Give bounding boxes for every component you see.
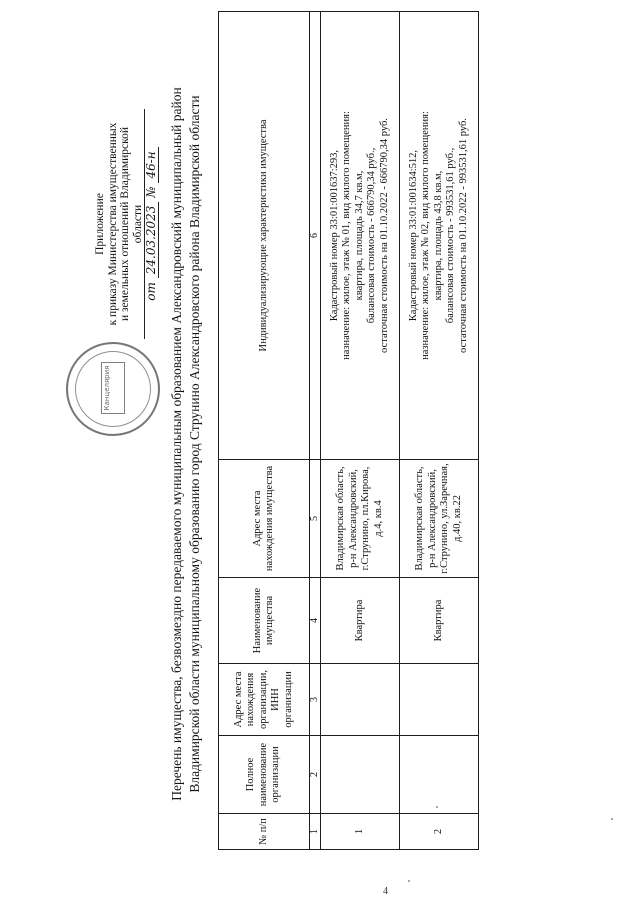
row-address: Владимирская область, р-н Александровский, г.Струнино, ул.Заречная, д.40, кв.22 bbox=[400, 460, 479, 578]
row-num: 1 bbox=[321, 814, 400, 850]
column-number: 5 bbox=[310, 460, 321, 578]
property-table bbox=[218, 11, 479, 850]
approval-date-number bbox=[145, 109, 159, 339]
document-title bbox=[168, 14, 204, 874]
page-number: 4 bbox=[383, 886, 388, 897]
approval-line1: Приложение bbox=[94, 193, 106, 255]
header-cell-org-address: Адрес места нахождения организации, ИНН организации bbox=[219, 664, 310, 736]
row-org-address bbox=[400, 664, 479, 736]
row-num: 2 bbox=[400, 814, 479, 850]
approval-line3: и земельных отношений Владимирской области bbox=[119, 109, 145, 339]
approval-line2: к приказу Министерства имущественных bbox=[106, 122, 119, 326]
approval-date: 24.03.2023 bbox=[145, 202, 159, 279]
title-line1: Перечень имущества, безвозмездно передаваемого муниципальным образованием Александровский муниципальный район bbox=[169, 87, 184, 801]
stamp-center-text: Канцелярия bbox=[101, 362, 125, 414]
header-cell-address: Адрес места нахождения имущества bbox=[219, 460, 310, 578]
date-prefix: от bbox=[144, 282, 158, 301]
table-row bbox=[321, 12, 400, 850]
header-cell-num: № п/п bbox=[219, 814, 310, 850]
row-characteristics: Кадастровый номер 33:01:001637:293, назначение: жилое, этаж № 01, вид жилого помещения: квартира, площадь 34,7 кв.м, балансовая стоимость - 666790,34 руб., остаточная стоимость на 01.10.2022 - 666790,34 руб. bbox=[321, 12, 400, 460]
title-line2: Владимирской области муниципальному образованию город Струнино Александровского района Владимирской области bbox=[187, 95, 202, 793]
approval-block bbox=[94, 109, 159, 339]
column-number: 6 bbox=[310, 12, 321, 460]
number-prefix: № bbox=[144, 186, 158, 198]
row-characteristics: Кадастровый номер 33:01:001634:512, назначение: жилое, этаж № 02, вид жилого помещения: квартира, площадь 43,8 кв.м, балансовая стоимость - 993531,61 руб., остаточная стоимость на 01.10.2022 - 993531,61 руб. bbox=[400, 12, 479, 460]
row-property: Квартира bbox=[321, 578, 400, 664]
row-property: Квартира bbox=[400, 578, 479, 664]
row-org-address bbox=[321, 664, 400, 736]
column-number: 3 bbox=[310, 664, 321, 736]
column-number: 4 bbox=[310, 578, 321, 664]
column-number: 2 bbox=[310, 736, 321, 814]
header-cell-org-name: Полное наименование организации bbox=[219, 736, 310, 814]
approval-number: 46-н bbox=[145, 147, 159, 182]
column-number-row bbox=[310, 12, 321, 850]
table-row bbox=[400, 12, 479, 850]
header-cell-property: Наименование имущества bbox=[219, 578, 310, 664]
column-number: 1 bbox=[310, 814, 321, 850]
header-cell-characteristics: Индивидуализирующие характеристики имущества bbox=[219, 12, 310, 460]
row-org-name bbox=[321, 736, 400, 814]
official-stamp bbox=[66, 342, 160, 436]
row-address: Владимирская область, р-н Александровский, г.Струнино, пл.Кирова, д.4, кв.4 bbox=[321, 460, 400, 578]
table-header-row bbox=[219, 12, 310, 850]
row-org-name bbox=[400, 736, 479, 814]
